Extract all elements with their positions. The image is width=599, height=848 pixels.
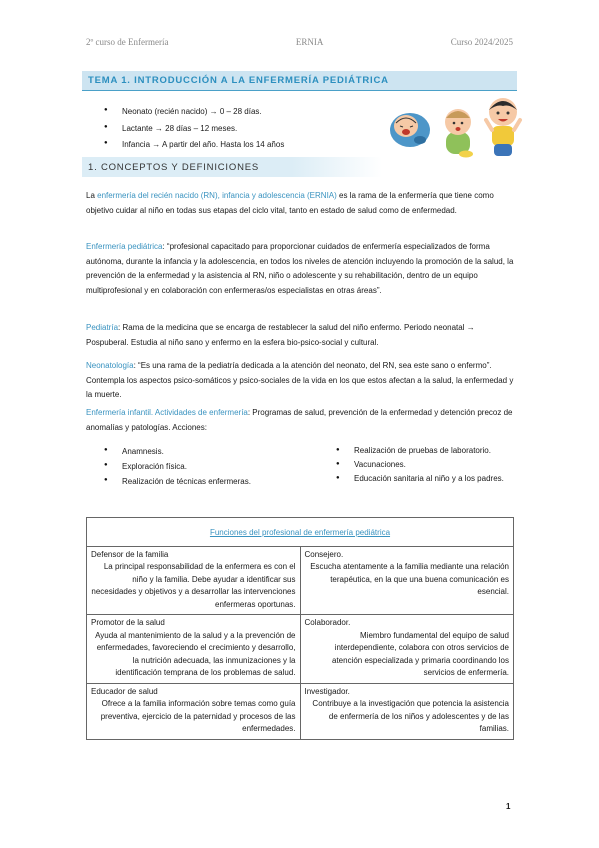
definition-enfermeria-infantil [86, 406, 514, 435]
header-course: 2º curso de Enfermería [86, 37, 169, 47]
table-cell [300, 683, 514, 739]
definition-term: Enfermería pediátrica [86, 242, 163, 251]
cell-body: Escucha atentamente a la familia mediante una relación terapéutica, en la que una buena comunicación es esencial. [310, 562, 509, 596]
standing-baby-illustration [486, 98, 520, 156]
cell-body: Ofrece a la familia información sobre temas como guía preventiva, ejercicio de la paternidad y procesos de las enfermedades. [100, 699, 296, 733]
list-item: ● Neonato (recién nacido) → 0 – 28 días. [104, 104, 284, 121]
list-item: ● Anamnesis. [104, 444, 304, 459]
cell-title: Educador de salud [91, 686, 158, 696]
list-item: ● Lactante → 28 días – 12 meses. [104, 121, 284, 138]
page-number: 1 [506, 802, 511, 811]
definition-term: Neonatología [86, 361, 134, 370]
cell-body: Contribuye a la investigación que potencia la asistencia de enfermería de los niños y adolescentes y de las familias. [312, 699, 509, 733]
table-cell [87, 546, 301, 615]
cell-body: Miembro fundamental del equipo de salud interdependiente, colabora con otros servicios de atención especializada y primaria coordinando los servicios de enfermería. [332, 630, 509, 677]
running-header [86, 37, 513, 47]
sitting-baby-illustration [445, 109, 473, 158]
table-cell [300, 546, 514, 615]
definition-text: : Rama de la medicina que se encarga de restablecer la salud del niño enfermo. Periodo neonatal → Pospuberal. Estudia al niño sano y enfermo en la esfera bio-psico-social y cultural. [86, 323, 475, 347]
crying-baby-illustration [390, 113, 430, 147]
definition-term: Enfermería infantil. Actividades de enfermería [86, 408, 248, 417]
table-row [87, 518, 514, 547]
list-item: ● Educación sanitaria al niño y a los padres. [336, 472, 512, 486]
definition-term: Pediatría [86, 323, 119, 332]
intro-text: es la rama de la enfermería que tiene como objetivo cuidar al niño en todas sus etapas del ciclo vital, tanto en estado de salud como de enfermedad. [86, 191, 494, 215]
list-item: ● Realización de técnicas enfermeras. [104, 474, 304, 489]
cell-title: Defensor de la familia [91, 549, 169, 559]
cell-body: Ayuda al mantenimiento de la salud y a la prevención de enfermedades, favoreciendo el crecimiento y desarrollo, la nutrición adecuada, las inmunizaciones y la identificación temprana de los problemas de salud. [95, 630, 296, 677]
list-item: ● Vacunaciones. [336, 458, 512, 472]
actions-list-right [336, 444, 512, 486]
list-item: ● Exploración física. [104, 459, 304, 474]
header-year: Curso 2024/2025 [450, 37, 513, 47]
definition-neonatologia [86, 359, 514, 403]
functions-table [86, 517, 514, 740]
definition-text: : “Es una rama de la pediatría dedicada a la atención del neonato, del RN, sea este sano o enfermo”. Contempla los aspectos psico-somáticos y psico-sociales de la vida en los que estos afectan a la salud, la enfermedad y la muerte. [86, 361, 514, 399]
list-item: ● Infancia → A partir del año. Hasta los 14 años [104, 137, 284, 154]
cell-title: Investigador. [304, 686, 350, 696]
intro-lead: La [86, 191, 98, 200]
cell-title: Promotor de la salud [91, 618, 165, 627]
definition-pediatria [86, 321, 514, 350]
table-row [87, 615, 514, 684]
table-row [87, 683, 514, 739]
header-subject: ERNIA [295, 37, 324, 47]
age-stage-list [104, 104, 284, 154]
intro-paragraph [86, 189, 514, 218]
table-cell [87, 615, 301, 684]
cell-title: Colaborador. [304, 618, 351, 627]
list-item: ● Realización de pruebas de laboratorio. [336, 444, 512, 458]
functions-table-title: Funciones del profesional de enfermería pediátrica [87, 518, 514, 547]
definition-text: : “profesional capacitado para proporcionar cuidados de enfermería especializados de forma autónoma, durante la infancia y la adolescencia, en todos los niveles de atención incluyendo la promoción de la salud, la prevención de la enfermedad y la asistencia al RN, niño o adolescente y su rehabilitación, dentro de un equipo multiprofesional y en colaboración con enfermeras/os especialistas en otras áreas”. [86, 242, 514, 295]
table-cell [87, 683, 301, 739]
topic-title: TEMA 1. INTRODUCCIÓN A LA ENFERMERÍA PEDIÁTRICA [82, 71, 517, 91]
intro-term: enfermería del recién nacido (RN), infancia y adolescencia (ERNIA) [97, 191, 337, 200]
babies-illustration [384, 90, 524, 162]
table-cell [300, 615, 514, 684]
table-row [87, 546, 514, 615]
cell-title: Consejero. [304, 549, 344, 559]
definition-text: : Programas de salud, prevención de la enfermedad y detención precoz de anomalías y patologías. Acciones: [86, 408, 513, 432]
definition-enfermeria-pediatrica [86, 240, 514, 298]
cell-body: La principal responsabilidad de la enfermera es con el niño y la familia. Debe ayudar a identificar sus necesidades y objetivos y a desarrollar las intervenciones enfermeras oportunas. [91, 562, 296, 609]
section-heading: 1. CONCEPTOS Y DEFINICIONES [82, 157, 382, 177]
actions-list-left [104, 444, 304, 489]
